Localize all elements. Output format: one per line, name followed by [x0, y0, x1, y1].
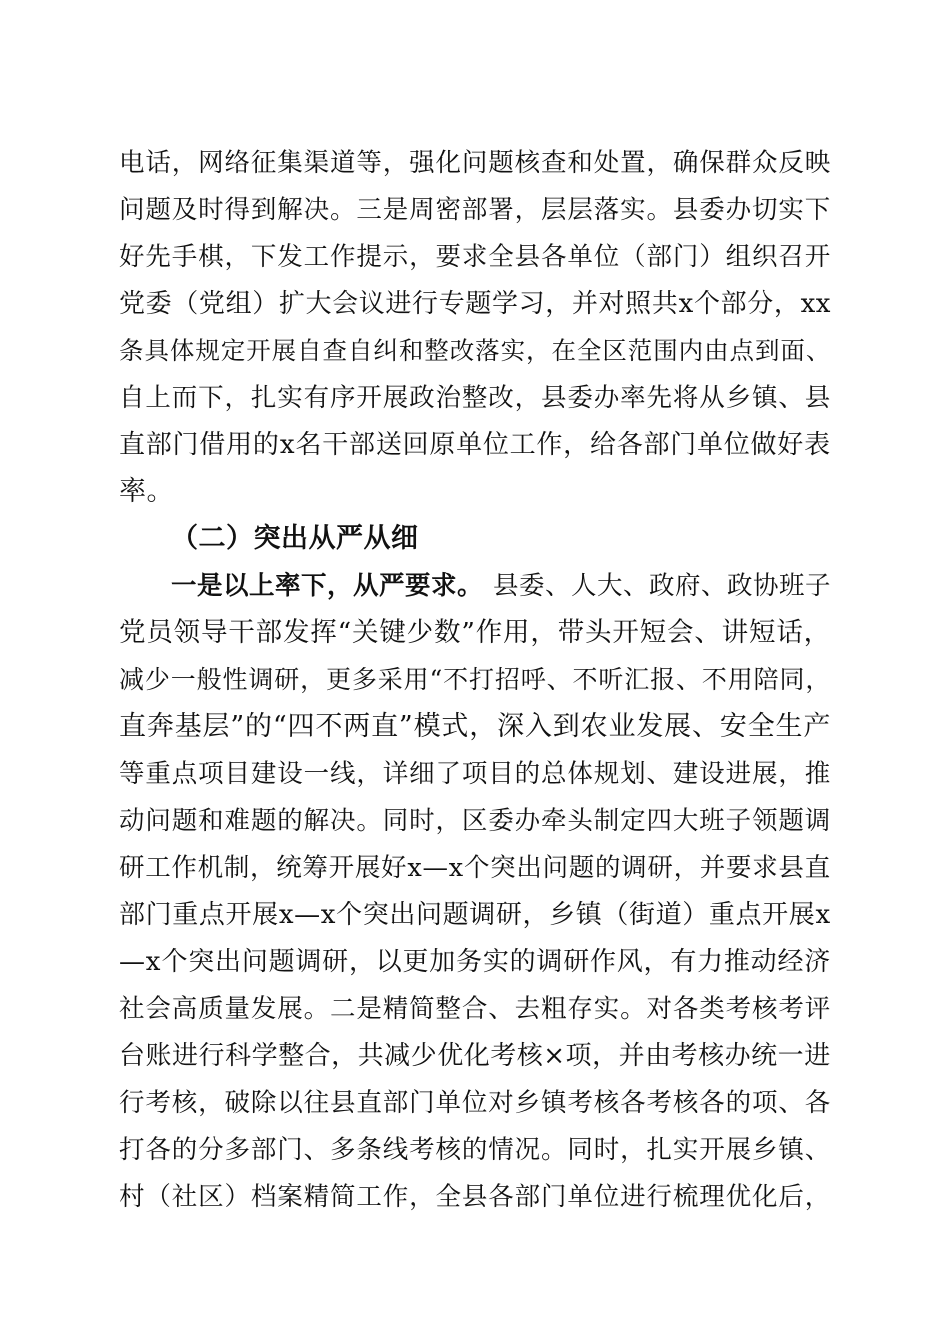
paragraph2-line-4: 直 奔 基 层 ” 的 “ 四 不 两 直 ” 模 式 ， 深 入 到 农 业 发 展 、 安 全 生 产 — [119, 711, 831, 742]
paragraph2-line-10: 社 会 高 质 量 发 展 。 二 是 精 简 整 合 、 去 粗 存 实 。 对 各 类 考 核 考 评 — [119, 994, 831, 1024]
paragraph2-line-7: 研 工 作 机 制 ， 统 筹 开 展 好 x — x 个 突 出 问 题 的 调 研 ， 并 要 求 县 直 — [119, 853, 831, 883]
paragraph1-line-8: 率。 — [119, 476, 174, 507]
paragraph2-line-3: 减 少 一 般 性 调 研 ， 更 多 采 用 “ 不 打 招 呼 、 不 听 汇 报 、 不 用 陪 同 ， — [119, 665, 831, 694]
paragraph1-line-7: 直 部 门 借 用 的 x 名 干 部 送 回 原 单 位 工 作 ， 给 各 部 门 单 位 做 好 表 — [119, 430, 831, 460]
paragraph2-line-12: 行 考 核 ， 破 除 以 往 县 直 部 门 单 位 对 乡 镇 考 核 各 考 核 各 的 项 、 各 — [119, 1088, 831, 1118]
paragraph2-line-2: 党 员 领 导 干 部 发 挥 “ 关 键 少 数 ” 作 用 ， 带 头 开 短 会 、 讲 短 话 ， — [119, 617, 831, 648]
paragraph2-line-8: 部 门 重 点 开 展 x — x 个 突 出 问 题 调 研 ， 乡 镇 （ 街 道 ） 重 点 开 展 x — [119, 900, 831, 930]
paragraph1-line-3: 好 先 手 棋 ， 下 发 工 作 提 示 ， 要 求 全 县 各 单 位 （ 部 门 ） 组 织 召 开 — [119, 242, 831, 272]
paragraph1-line-5: 条 具 体 规 定 开 展 自 查 自 纠 和 整 改 落 实 ， 在 全 区 范 围 内 由 点 到 面 、 — [119, 336, 831, 365]
paragraph2-lead-bold: 一是以上率下，从严要求。 — [171, 571, 484, 601]
paragraph2-line-13: 打 各 的 分 多 部 门 、 多 条 线 考 核 的 情 况 。 同 时 ， 扎 实 开 展 乡 镇 、 — [119, 1135, 831, 1165]
paragraph2-lead-rest: 县委、人大、政府、政协班子 — [492, 571, 831, 601]
paragraph2-line-1 — [171, 567, 831, 605]
paragraph2-line-11: 台 账 进 行 科 学 整 合 ， 共 减 少 优 化 考 核 × 项 ， 并 由 考 核 办 统 一 进 — [119, 1041, 831, 1071]
section-heading: （二）突出从严从细 — [171, 523, 419, 554]
paragraph1-line-1: 电 话 ， 网 络 征 集 渠 道 等 ， 强 化 问 题 核 查 和 处 置 ， 确 保 群 众 反 映 — [119, 148, 831, 178]
paragraph2-line-5: 等 重 点 项 目 建 设 一 线 ， 详 细 了 项 目 的 总 体 规 划 、 建 设 进 展 ， 推 — [119, 759, 831, 789]
paragraph1-line-6: 自 上 而 下 ， 扎 实 有 序 开 展 政 治 整 改 ， 县 委 办 率 先 将 从 乡 镇 、 县 — [119, 383, 831, 413]
paragraph2-line-14: 村 （ 社 区 ） 档 案 精 简 工 作 ， 全 县 各 部 门 单 位 进 行 梳 理 优 化 后 ， — [119, 1182, 831, 1212]
paragraph1-line-2: 问 题 及 时 得 到 解 决 。 三 是 周 密 部 署 ， 层 层 落 实 。 县 委 办 切 实 下 — [119, 195, 831, 225]
paragraph1-line-4: 党 委 （ 党 组 ） 扩 大 会 议 进 行 专 题 学 习 ， 并 对 照 共 x 个 部 分 ， xx — [119, 289, 831, 319]
paragraph2-line-6: 动 问 题 和 难 题 的 解 决 。 同 时 ， 区 委 办 牵 头 制 定 四 大 班 子 领 题 调 — [119, 806, 831, 836]
paragraph2-line-9: — x 个 突 出 问 题 调 研 ， 以 更 加 务 实 的 调 研 作 风 ， 有 力 推 动 经 济 — [119, 947, 831, 977]
